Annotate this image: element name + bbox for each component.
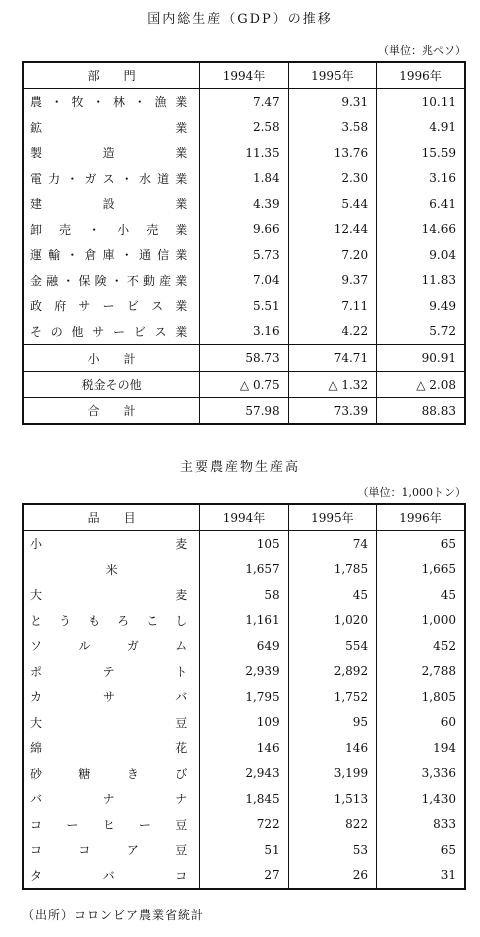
crop-item-value-1995: 554 [288,633,376,659]
crop-item-label: タバコ [30,868,188,883]
crop-item-label: 米 [105,562,118,577]
crop-item-value-1996: 1,665 [377,557,465,583]
gdp-sector-row [23,217,465,243]
crop-item-value-1996: 65 [377,531,465,557]
gdp-sector-row [23,166,465,192]
gdp-sector-value-1995: 3.58 [288,115,376,141]
crop-table-title: 主要農産物生産高 [179,460,300,475]
crop-item-value-1996: 1,805 [377,684,465,710]
crop-item-value-1996: 2,788 [377,659,465,685]
crop-item-label: 砂糖きび [30,766,188,781]
gdp-sector-value-1995: 13.76 [288,140,376,166]
crop-item-value-1996: 45 [377,582,465,608]
gdp-tax-label: 税金その他 [23,372,200,398]
crop-item-label: ポテト [30,664,188,679]
gdp-sector-row [23,140,465,166]
crop-item-value-1996: 1,430 [377,786,465,812]
gdp-sector-value-1995: 7.11 [288,293,376,319]
crop-header-1996: 1996年 [377,504,465,531]
gdp-sector-label: 建設業 [30,197,188,212]
gdp-header-row [23,62,465,89]
gdp-sector-value-1994: 4.39 [200,191,288,217]
gdp-total-value-1996: 88.83 [377,398,465,425]
crop-item-row [23,659,465,685]
gdp-table-title: 国内総生産（GDP）の推移 [147,12,333,27]
crop-table [22,503,466,890]
crop-item-value-1996: 31 [377,863,465,890]
gdp-sector-value-1995: 9.31 [288,89,376,115]
gdp-sector-label: 政府サービス業 [30,299,188,314]
crop-item-row [23,531,465,557]
gdp-sector-row [23,268,465,294]
crop-item-value-1994: 1,657 [200,557,288,583]
crop-item-value-1996: 452 [377,633,465,659]
gdp-total-label: 合 計 [23,398,200,425]
crop-item-label: カサバ [30,690,188,705]
gdp-unit-note: （単位：兆ペソ） [378,44,466,57]
gdp-sector-label: 電力・ガス・水道業 [30,171,188,186]
gdp-sector-value-1996: 6.41 [377,191,465,217]
gdp-sector-value-1996: 9.49 [377,293,465,319]
gdp-sector-value-1995: 9.37 [288,268,376,294]
crop-item-row [23,710,465,736]
gdp-tax-row [23,372,465,398]
gdp-sector-label: 運輸・倉庫・通信業 [30,248,188,263]
gdp-sector-row [23,191,465,217]
crop-item-row [23,684,465,710]
gdp-tax-value-1996: △ 2.08 [377,372,465,398]
crop-item-label: ソルガム [30,639,188,654]
gdp-header-1994: 1994年 [200,62,288,89]
gdp-subtotal-value-1996: 90.91 [377,345,465,372]
gdp-sector-value-1996: 4.91 [377,115,465,141]
gdp-subtotal-value-1994: 58.73 [200,345,288,372]
gdp-sector-value-1995: 4.22 [288,319,376,345]
crop-item-label: バナナ [30,792,188,807]
gdp-subtotal-value-1995: 74.71 [288,345,376,372]
gdp-sector-value-1995: 12.44 [288,217,376,243]
gdp-sector-value-1996: 3.16 [377,166,465,192]
gdp-total-value-1995: 73.39 [288,398,376,425]
crop-header-1994: 1994年 [200,504,288,531]
gdp-sector-row [23,242,465,268]
crop-header-item: 品 目 [23,504,200,531]
crop-item-value-1995: 53 [288,837,376,863]
crop-item-row [23,633,465,659]
crop-item-value-1995: 146 [288,735,376,761]
crop-item-value-1994: 146 [200,735,288,761]
crop-item-value-1994: 722 [200,812,288,838]
gdp-sector-value-1996: 11.83 [377,268,465,294]
crop-item-value-1994: 1,795 [200,684,288,710]
crop-item-value-1994: 649 [200,633,288,659]
crop-item-value-1995: 2,892 [288,659,376,685]
gdp-sector-value-1994: 1.84 [200,166,288,192]
gdp-sector-value-1994: 5.73 [200,242,288,268]
gdp-table [22,61,466,425]
crop-item-value-1996: 65 [377,837,465,863]
crop-item-value-1995: 822 [288,812,376,838]
crop-item-value-1996: 833 [377,812,465,838]
crop-item-value-1994: 51 [200,837,288,863]
crop-item-value-1994: 2,939 [200,659,288,685]
crop-item-label: コーヒー豆 [30,817,188,832]
crop-item-row [23,761,465,787]
crop-item-label: 大麦 [30,588,188,603]
gdp-sector-value-1995: 5.44 [288,191,376,217]
gdp-sector-label: 製造業 [30,146,188,161]
gdp-sector-value-1994: 9.66 [200,217,288,243]
crop-item-value-1995: 1,020 [288,608,376,634]
crop-item-label: ココア豆 [30,843,188,858]
gdp-subtotal-row [23,345,465,372]
crop-item-value-1994: 27 [200,863,288,890]
crop-item-label: とうもろこし [30,613,188,628]
gdp-sector-row [23,319,465,345]
crop-item-row [23,735,465,761]
crop-item-label: 小麦 [30,537,188,552]
crop-item-value-1996: 3,336 [377,761,465,787]
gdp-sector-value-1996: 15.59 [377,140,465,166]
gdp-sector-value-1995: 7.20 [288,242,376,268]
gdp-header-sector: 部 門 [23,62,200,89]
crop-item-row [23,812,465,838]
gdp-sector-value-1996: 10.11 [377,89,465,115]
crop-item-row [23,582,465,608]
crop-item-row [23,786,465,812]
gdp-sector-value-1996: 5.72 [377,319,465,345]
crop-item-value-1994: 58 [200,582,288,608]
gdp-sector-value-1994: 5.51 [200,293,288,319]
gdp-sector-row [23,89,465,115]
gdp-sector-label: その他サービス業 [30,324,188,339]
gdp-sector-value-1994: 7.47 [200,89,288,115]
source-note: （出所）コロンビア農業省統計 [22,908,205,922]
gdp-sector-value-1996: 14.66 [377,217,465,243]
crop-item-value-1994: 109 [200,710,288,736]
crop-item-row [23,863,465,890]
crop-item-row [23,557,465,583]
crop-item-row [23,608,465,634]
gdp-tax-value-1994: △ 0.75 [200,372,288,398]
gdp-subtotal-label: 小 計 [23,345,200,372]
gdp-sector-value-1996: 9.04 [377,242,465,268]
crop-unit-note: （単位：1,000トン） [357,486,466,499]
gdp-total-value-1994: 57.98 [200,398,288,425]
crop-item-value-1994: 1,845 [200,786,288,812]
gdp-sector-value-1994: 3.16 [200,319,288,345]
crop-item-value-1994: 105 [200,531,288,557]
crop-header-row [23,504,465,531]
gdp-sector-label: 鉱業 [30,120,188,135]
crop-item-value-1996: 60 [377,710,465,736]
gdp-header-1995: 1995年 [288,62,376,89]
crop-item-value-1995: 1,513 [288,786,376,812]
crop-header-1995: 1995年 [288,504,376,531]
gdp-sector-label: 農・牧・林・漁業 [30,95,188,110]
crop-item-value-1995: 45 [288,582,376,608]
crop-item-value-1994: 2,943 [200,761,288,787]
crop-item-row [23,837,465,863]
crop-item-value-1995: 3,199 [288,761,376,787]
crop-item-value-1994: 1,161 [200,608,288,634]
gdp-header-1996: 1996年 [377,62,465,89]
crop-item-value-1996: 194 [377,735,465,761]
gdp-sector-value-1994: 2.58 [200,115,288,141]
crop-item-label: 大豆 [30,715,188,730]
gdp-total-row [23,398,465,425]
gdp-sector-value-1994: 11.35 [200,140,288,166]
gdp-sector-label: 卸売・小売業 [30,222,188,237]
crop-item-label: 綿花 [30,741,188,756]
crop-item-value-1995: 95 [288,710,376,736]
gdp-sector-row [23,293,465,319]
crop-item-value-1995: 1,752 [288,684,376,710]
crop-item-value-1995: 1,785 [288,557,376,583]
gdp-sector-value-1994: 7.04 [200,268,288,294]
crop-item-value-1996: 1,000 [377,608,465,634]
crop-item-value-1995: 74 [288,531,376,557]
gdp-sector-value-1995: 2.30 [288,166,376,192]
gdp-sector-label: 金融・保険・不動産業 [30,273,188,288]
gdp-tax-value-1995: △ 1.32 [288,372,376,398]
crop-item-value-1995: 26 [288,863,376,890]
gdp-sector-row [23,115,465,141]
